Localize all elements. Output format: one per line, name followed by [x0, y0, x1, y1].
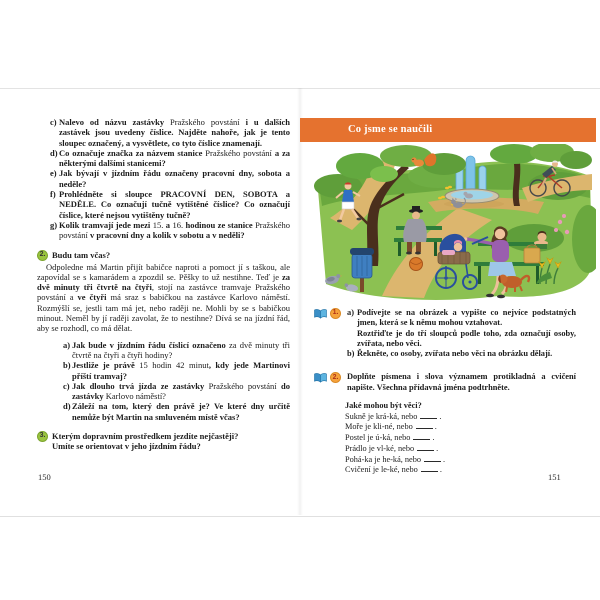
section-2-questions [63, 340, 290, 422]
item-text: Jestliže je právě 15 hodin 42 minut, kdy jede Martinovi příští tramvaj? [72, 360, 290, 381]
item-text [357, 308, 576, 349]
item-paragraph: Řekněte, co osoby, zvířata nebo věci na obrázku dělají. [357, 349, 553, 359]
list-item [63, 401, 290, 422]
list-item [50, 189, 290, 220]
item-label: g) [50, 219, 58, 230]
item-label: d) [63, 401, 71, 412]
fill-line-text: Postel je ú-ká, nebo [345, 433, 411, 443]
chapter-header-label: Co jsme se naučili [348, 124, 433, 135]
page-number-left: 150 [38, 472, 51, 482]
fill-in-line [345, 454, 596, 465]
fill-line-period: . [443, 454, 446, 464]
exercise-number-badge: 2. [330, 372, 341, 383]
item-label: a) [347, 308, 354, 317]
ball [410, 258, 423, 271]
item-text: Co označuje značka za názvem stanice Pražského povstání a za některými dalšími stanicemi? [59, 147, 290, 169]
book-icon [314, 373, 327, 383]
fill-in-line [345, 432, 596, 443]
section-2-heading [37, 250, 290, 261]
blank-line [421, 464, 438, 472]
item-label: c) [50, 117, 57, 127]
shopping-bag [524, 245, 540, 263]
fill-in-line [345, 421, 596, 432]
item-text: Jak dlouho trvá jízda ze zastávky Pražského povstání do zastávky Karlovo náměstí? [72, 380, 290, 402]
item-text: Jak bývají v jízdním řádu označeny pracovní dny, sobota a neděle? [59, 168, 290, 189]
pink-flower [562, 214, 566, 218]
fill-line-period: . [432, 433, 435, 443]
exercise-2 [300, 372, 596, 393]
exercise-2-instruction: Doplňte písmena i slova významem protikladná a cvičení napište. Všechna přídavná jména podtrhněte. [347, 372, 576, 392]
fill-line-text: Sukně je krá-ká, nebo [345, 411, 418, 421]
fill-in-title: Jaké mohou být věci? [345, 401, 422, 411]
list-item [63, 381, 290, 402]
blank-line [416, 421, 433, 429]
fill-in-line [345, 411, 596, 422]
fill-line-text: Prádlo je vl-ké, nebo [345, 443, 415, 453]
item-text: Záleží na tom, který den právě je? Ve které dny určitě nemůže být Martin na smluveném místě včas? [72, 401, 290, 422]
fill-line-text: Pohá-ka je he-ká, nebo [345, 454, 422, 464]
left-page [37, 117, 290, 452]
section-3-line: Umíte se orientovat v jeho jízdním řádu? [52, 441, 201, 452]
item-paragraph: Podívejte se na obrázek a vypište co nejvíce podstatných jmen, která se k němu mohou vztahovat. [357, 308, 576, 328]
fill-line-period: . [439, 465, 442, 475]
pink-flower [554, 228, 558, 232]
item-label: e) [50, 168, 57, 179]
item-paragraph: Roztřiďte je do tří sloupců podle toho, zda označují osoby, zvířata, nebo věci. [357, 328, 576, 348]
list-item [50, 117, 290, 148]
section-3-line: Kterým dopravním prostředkem jezdíte nejčastěji? [52, 431, 239, 442]
list-item [50, 220, 290, 241]
section-title: Budu tam včas? [52, 249, 111, 260]
list-item [50, 168, 290, 189]
fill-line-period: . [434, 422, 437, 432]
item-label: d) [50, 147, 58, 158]
item-label: b) [347, 349, 355, 359]
item-text [357, 349, 576, 359]
exercise-1 [300, 308, 596, 359]
blank-line [417, 443, 434, 451]
section-number-badge: 2. [37, 250, 48, 261]
page-number-right: 151 [548, 472, 561, 482]
blank-line [424, 454, 441, 462]
fill-line-text: Moře je kli-né, nebo [345, 422, 413, 432]
park-illustration [308, 144, 596, 308]
item-text: Nalevo od názvu zastávky Pražského povstání i u dalších zastávek jsou uvedeny číslice. Najděte nahoře, jak je tento sloupec označený, a vysvětlete, co tyto číslice znamenají. [59, 117, 290, 148]
blank-line [413, 432, 430, 440]
fill-in-exercise [345, 401, 596, 475]
chapter-header [300, 118, 596, 142]
fill-line-period: . [439, 411, 442, 421]
item-label: f) [50, 189, 56, 200]
item-label: c) [63, 380, 70, 391]
item-text: Jak bude v jízdním řádu číslicí označeno za dvě minuty tři čtvrtě na čtyři a čtyři hodiny? [72, 339, 290, 360]
item-label: b) [63, 360, 71, 371]
right-page [300, 118, 596, 475]
park-scene-svg [308, 144, 596, 308]
item-text: Prohlédněte si sloupce PRACOVNÍ DEN, SOBOTA a NEDĚLE. Co označují tučně vytištěné číslice? Co označují číslice, které nejsou vytištěny tučně? [59, 189, 290, 220]
section-2-paragraph: Odpoledne má Martin přijít babičce naproti a pomoct jí s taškou, ale zapovídal se s kamarádem a zpozdil se. Pěšky to už nestihne. Teď je za dvě minuty tři čtvrtě na čtyři, stojí na zastávce tramvaje Pražského povstání a ve čtyři má sraz s babičkou na zastávce Karlovo náměstí. Rozmýšlí se, jestli tam má jet, nebo raději ne. Mohli by se s babičkou minout. Neměl by jí raději zavolat, že to nestihne? Dívá se na jízdní řád, aby se rozhodl, co má dělat. [37, 261, 290, 334]
pink-flower [565, 230, 569, 234]
fill-in-line [345, 443, 596, 454]
blank-line [420, 411, 437, 419]
exercise-number-badge: 1. [330, 308, 341, 319]
fill-line-text: Cvičení je le-ké, nebo [345, 465, 418, 475]
list-item [63, 340, 290, 361]
book-icon [314, 309, 327, 319]
list-item [63, 360, 290, 381]
exercise-continuation-items [50, 117, 290, 241]
list-item [347, 308, 576, 349]
item-text: Kolik tramvají jede mezi 15. a 16. hodinou ze stanice Pražského povstání v pracovní dny a kolik v sobotu a v neděli? [59, 219, 291, 241]
list-item [50, 148, 290, 169]
list-item [347, 349, 576, 359]
pink-flower [558, 220, 562, 224]
item-label: a) [63, 339, 71, 350]
section-number-badge: 3. [37, 431, 48, 442]
section-3 [37, 431, 290, 452]
fill-line-period: . [436, 443, 439, 453]
baby [454, 240, 462, 251]
